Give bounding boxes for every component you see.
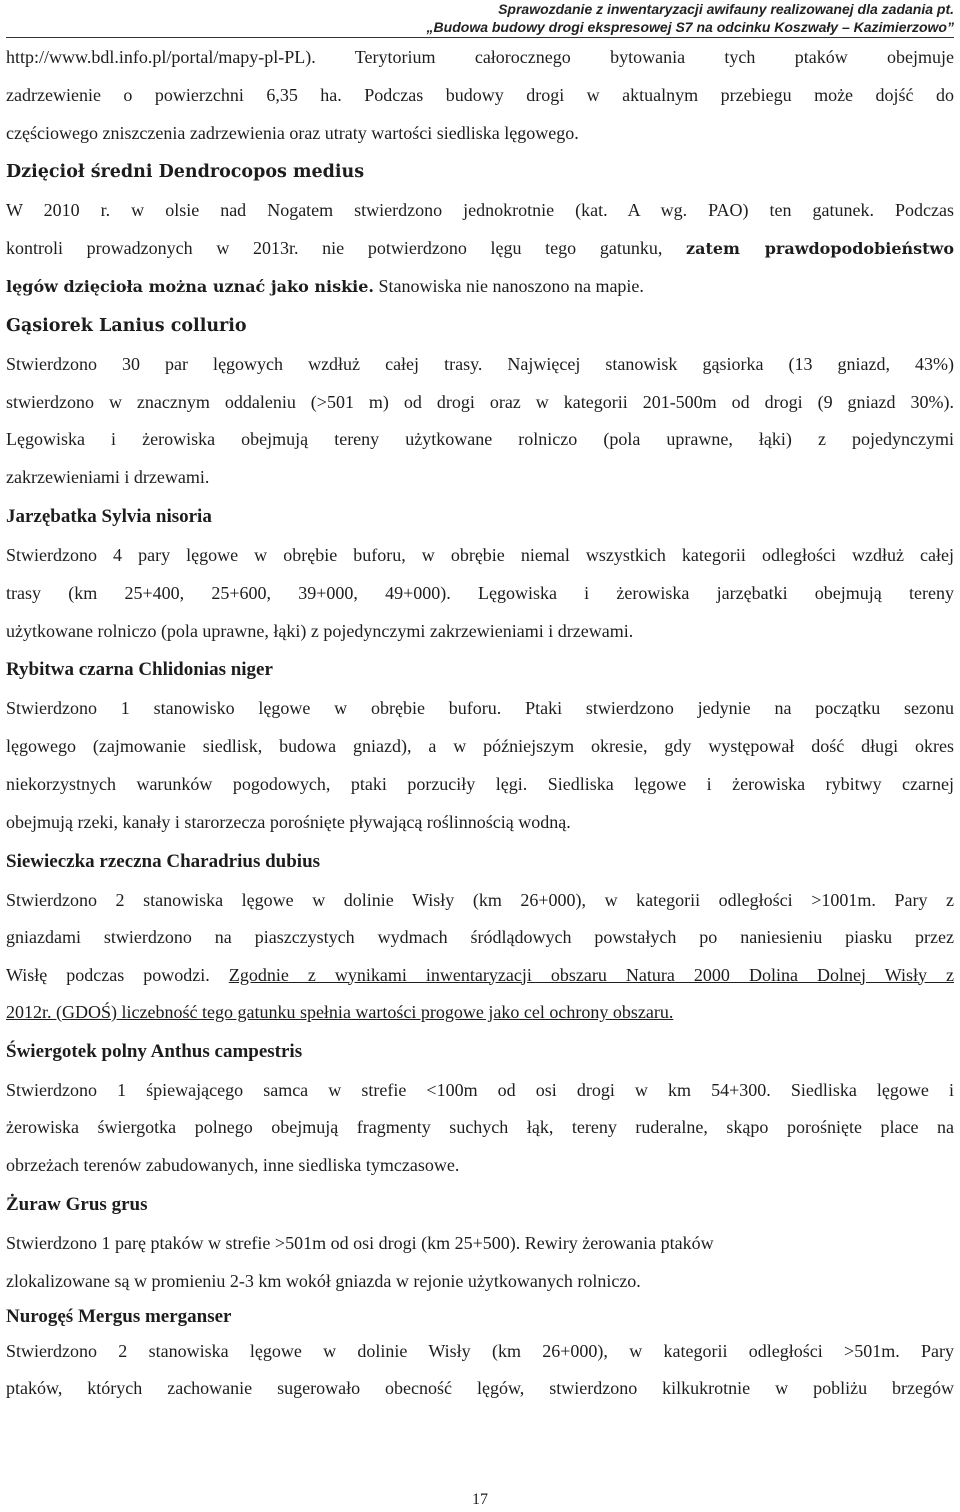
body-line [6,230,954,268]
section-heading-nuroges: Nurogęś Mergus merganser [6,1305,232,1327]
body-text: Wisłę podczas powodzi. [6,964,229,985]
section-heading-gasiorek: Gąsiorek Lanius collurio [6,315,247,336]
page-content [6,39,954,1408]
page-header [54,0,954,36]
underlined-text: 2012r. (GDOŚ) liczebność tego gatunku spełnia wartości progowe jako cel ochrony obszaru. [6,1002,674,1023]
body-line: niekorzystnych warunków pogodowych, ptaki porzuciły lęgi. Siedliska lęgowe i żerowiska rybitwy czarnej [6,773,954,794]
body-line: gniazdami stwierdzono na piaszczystych wydmach śródlądowych powstałych po naniesieniu piasku przez [6,927,954,948]
section-body-nuroges [6,1333,954,1409]
header-divider [6,37,954,38]
body-bold-text: zatem prawdopodobieństwo [686,239,954,259]
section-body-siewieczka [6,882,954,1032]
page-number: 17 [472,1491,488,1508]
body-line: Lęgowiska i żerowiska obejmują tereny użytkowane rolniczo (pola uprawne, łąki) z pojedynczymi [6,429,954,450]
section-body-rybitwa [6,690,954,841]
section-heading-swiergotek: Świergotek polny Anthus campestris [6,1040,303,1062]
body-line: obejmują rzeki, kanały i starorzecza porośnięte pływającą roślinnością wodną. [6,811,571,832]
section-heading-zuraw: Żuraw Grus grus [6,1193,148,1215]
underlined-text: Zgodnie z wynikami inwentaryzacji obszaru Natura 2000 Dolina Dolnej Wisły z [228,964,954,985]
intro-line-1: http://www.bdl.info.pl/portal/mapy-pl-PL). Terytorium całorocznego bytowania tych ptaków obejmuje [6,47,954,67]
body-line: Stwierdzono 4 pary lęgowe w obrębie buforu, w obrębie niemal wszystkich kategorii odległości wzdłuż całej [6,544,954,565]
body-line [6,994,954,1032]
body-text: kontroli prowadzonych w 2013r. nie potwierdzono lęgu tego gatunku, [6,238,687,259]
body-line: Stwierdzono 2 stanowiska lęgowe w dolinie Wisły (km 26+000), w kategorii odległości >501m. Pary [6,1340,954,1361]
header-line-1: Sprawozdanie z inwentaryzacji awifauny realizowanej dla zadania pt. [498,1,954,17]
body-line: Stwierdzono 1 stanowisko lęgowe w obrębie buforu. Ptaki stwierdzono jedynie na początku sezonu [6,698,954,719]
body-line: trasy (km 25+400, 25+600, 39+000, 49+000). Lęgowiska i żerowiska jarzębatki obejmują tereny [6,582,954,603]
section-heading-jarzebatka: Jarzębatka Sylvia nisoria [6,505,212,527]
body-line: obrzeżach terenów zabudowanych, inne siedliska tymczasowe. [6,1155,460,1176]
body-line: Stwierdzono 30 par lęgowych wzdłuż całej trasy. Najwięcej stanowisk gąsiorka (13 gniazd, 43%) [6,353,954,374]
body-line: żerowiska świergotka polnego obejmują fragmenty suchych łąk, tereny ruderalne, skąpo porośnięte place na [6,1117,954,1138]
body-line [6,957,954,995]
section-body-swiergotek [6,1072,954,1185]
body-line: zakrzewieniami i drzewami. [6,467,210,488]
section-body-jarzebatka [6,537,954,650]
header-line-2: „Budowa budowy drogi ekspresowej S7 na odcinku Koszwały – Kazimierzowo” [426,19,954,35]
section-body-gasiorek [6,346,954,497]
body-line: użytkowane rolniczo (pola uprawne, łąki) z pojedynczymi zakrzewieniami i drzewami. [6,620,634,641]
body-line: zlokalizowane są w promieniu 2-3 km wokół gniazda w rejonie użytkowanych rolniczo. [6,1270,641,1291]
section-heading-rybitwa: Rybitwa czarna Chlidonias niger [6,659,273,681]
body-text: Stanowiska nie nanoszono na mapie. [373,275,644,296]
body-line: Stwierdzono 1 śpiewającego samca w strefie <100m od osi drogi w km 54+300. Siedliska lęgowe i [6,1079,954,1100]
body-line: stwierdzono w znacznym oddaleniu (>501 m) od drogi oraz w kategorii 201-500m od drogi (9 gniazd 30%). [6,391,954,412]
body-line: ptaków, których zachowanie sugerowało obecność lęgów, stwierdzono kilkukrotnie w pobliżu brzegów [6,1378,954,1399]
body-line [6,268,954,306]
section-heading-dzieciol: Dzięcioł średni Dendrocopos medius [6,162,365,183]
intro-paragraph [6,39,954,152]
intro-line-3: częściowego zniszczenia zadrzewienia oraz utraty wartości siedliska lęgowego. [6,122,579,143]
section-heading-siewieczka: Siewieczka rzeczna Charadrius dubius [6,850,321,872]
body-line: lęgowego (zajmowanie siedlisk, budowa gniazd), a w późniejszym okresie, gdy występował dość długi okres [6,736,954,757]
body-line: Stwierdzono 1 parę ptaków w strefie >501m od osi drogi (km 25+500). Rewiry żerowania ptaków [6,1232,714,1253]
body-bold-text: lęgów dzięcioła można uznać jako niskie. [6,276,374,296]
body-line: W 2010 r. w olsie nad Nogatem stwierdzono jednokrotnie (kat. A wg. PAO) ten gatunek. Podczas [6,200,954,221]
section-body-dzieciol [6,192,954,305]
body-line: Stwierdzono 2 stanowiska lęgowe w dolinie Wisły (km 26+000), w kategorii odległości >1001m. Pary z [6,889,954,910]
section-body-zuraw [6,1225,954,1301]
intro-line-2: zadrzewienie o powierzchni 6,35 ha. Podczas budowy drogi w aktualnym przebiegu może dojść do [6,84,954,105]
